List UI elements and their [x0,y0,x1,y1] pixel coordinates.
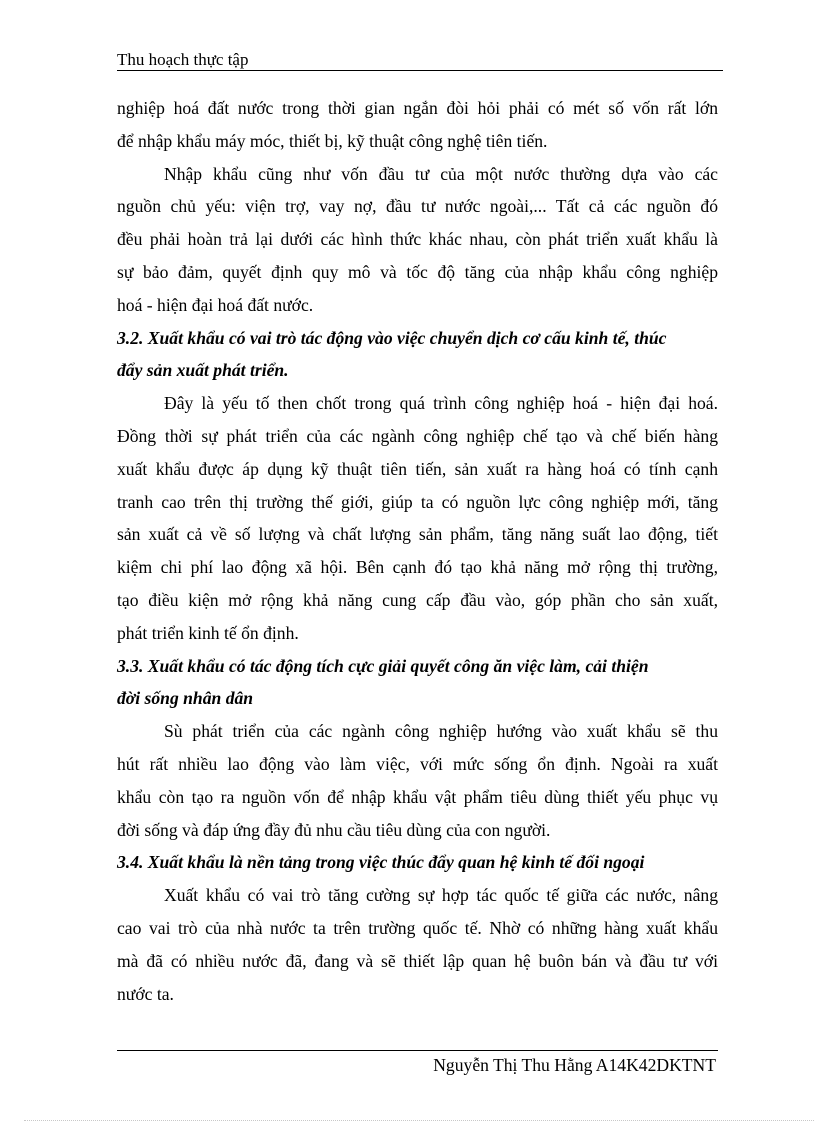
header-title: Thu hoạch thực tập [117,50,249,69]
footer-divider [117,1050,718,1051]
text-line: nước ta. [117,983,174,1004]
paragraph-foreign-relations [117,879,718,1010]
section-heading-3-3 [117,650,718,716]
heading-line: đẩy sản xuất phát triển. [117,360,289,381]
text-line: để nhập khẩu máy móc, thiết bị, kỹ thuật công nghệ tiên tiến. [117,130,548,151]
text-line: nghiệp hoá đất nước trong thời gian ngắn đòi hỏi phải có mét số vốn rất lớn [117,98,718,118]
section-heading-3-4 [117,846,718,879]
heading-line: 3.2. Xuất khẩu có vai trò tác động vào việc chuyển dịch cơ cấu kinh tế, thúc [117,327,667,348]
heading-line: 3.3. Xuất khẩu có tác động tích cực giải quyết công ăn việc làm, cải thiện [117,655,649,676]
paragraph-import-sources [117,158,718,322]
text-line-content: Đây là yếu tố then chốt trong quá trình công nghiệp hoá - hiện đại hoá. [164,393,718,414]
text-line: tạo điều kiện mở rộng khả năng cung cấp đầu vào, góp phần cho sản xuất, [117,589,718,610]
paragraph-structural-shift [117,387,718,649]
text-line: sự bảo đảm, quyết định quy mô và tốc độ tăng của nhập khẩu công nghiệp [117,261,718,282]
heading-line: đời sống nhân dân [117,688,254,709]
text-line: tranh cao trên thị trường thế giới, giúp ta có nguồn lực công nghiệp mới, tăng [117,491,718,512]
text-line: khẩu còn tạo ra nguồn vốn để nhập khẩu vật phẩm tiêu dùng thiết yếu phục vụ [117,786,718,807]
text-line: đời sống và đáp ứng đầy đủ nhu cầu tiêu dùng của con người. [117,819,551,840]
text-line [117,387,718,420]
text-line [117,158,718,191]
text-line: cao vai trò của nhà nước ta trên trường quốc tế. Nhờ có những hàng xuất khẩu [117,917,718,938]
document-body [117,92,718,1010]
footer-author: Nguyễn Thị Thu Hằng A14K42DKTNT [433,1055,716,1075]
text-line-content: Nhập khẩu cũng như vốn đầu tư của một nước thường dựa vào các [164,163,718,184]
text-line: mà đã có nhiều nước đã, đang và sẽ thiết lập quan hệ buôn bán và đầu tư với [117,950,718,971]
text-line [117,715,718,748]
text-line: sản xuất cả về số lượng và chất lượng sản phẩm, tăng năng suất lao động, tiết [117,524,718,545]
text-line: phát triển kinh tế ổn định. [117,622,299,643]
page-edge-divider [24,1120,814,1121]
text-line: Đồng thời sự phát triển của các ngành công nghiệp chế tạo và chế biến hàng [117,425,718,446]
text-line: kiệm chi phí lao động xã hội. Bên cạnh đó tạo khả năng mở rộng thị trường, [117,557,718,578]
text-line-content: Sù phát triển của các ngành công nghiệp hướng vào xuất khẩu sẽ thu [164,721,718,742]
section-heading-3-2 [117,322,718,388]
heading-line: 3.4. Xuất khẩu là nền tảng trong việc thúc đẩy quan hệ kinh tế đối ngoại [117,852,645,873]
text-line: hút rất nhiều lao động vào làm việc, với mức sống ổn định. Ngoài ra xuất [117,753,718,774]
text-line [117,879,718,912]
paragraph-employment [117,715,718,846]
text-line: xuất khẩu được áp dụng kỹ thuật tiên tiến, sản xuất ra hàng hoá có tính cạnh [117,458,718,479]
text-line: đều phải hoàn trả lại dưới các hình thức khác nhau, còn phát triển xuất khẩu là [117,229,718,250]
text-line: hoá - hiện đại hoá đất nước. [117,294,314,315]
page-header [117,50,723,71]
paragraph-continuation [117,92,718,158]
text-line: nguồn chủ yếu: viện trợ, vay nợ, đầu tư nước ngoài,... Tất cả các nguồn đó [117,196,718,217]
text-line-content: Xuất khẩu có vai trò tăng cường sự hợp tác quốc tế giữa các nước, nâng [164,885,718,906]
